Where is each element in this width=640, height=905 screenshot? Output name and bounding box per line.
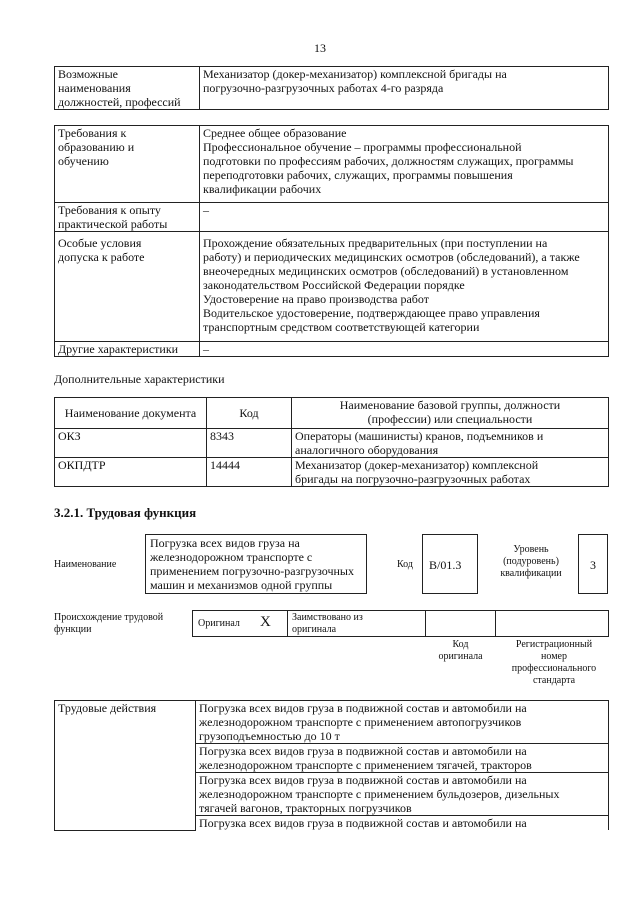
other-label: Другие характеристики — [55, 342, 200, 357]
conditions-line: Водительское удостоверение, подтверждающее право управления — [203, 306, 540, 320]
reg-number-line: номер — [541, 651, 567, 662]
function-name-label: Наименование — [54, 559, 117, 570]
experience-dash: – — [203, 203, 209, 217]
conditions-line: работу) и периодических медицинских осмотров (обследований), а также — [203, 250, 580, 264]
row-name-line: бригады на погрузочно-разгрузочных работах — [295, 472, 531, 486]
positions-value — [200, 67, 609, 110]
row-code: 8343 — [207, 429, 292, 458]
function-name-line: применением погрузочно-разгрузочных — [150, 564, 354, 578]
function-name-box — [145, 534, 367, 594]
education-line: квалификации рабочих — [203, 182, 322, 196]
classification-table — [54, 397, 609, 487]
positions-label-line: Возможные — [58, 67, 118, 81]
header-name — [292, 398, 609, 429]
conditions-line: Прохождение обязательных предварительных (при поступлении на — [203, 236, 548, 250]
code-original-line: оригинала — [438, 651, 483, 662]
action-line: железнодорожном транспорте с применением автопогрузчиков — [199, 715, 522, 729]
action-line: грузоподъемностью до 10 т — [199, 729, 340, 743]
code-original-label — [425, 639, 496, 663]
row-name — [292, 458, 609, 487]
experience-label — [55, 203, 200, 232]
actions-table — [54, 700, 609, 831]
conditions-line: транспортным средством соответствующей категории — [203, 320, 480, 334]
conditions-line: законодательством Российской Федерации порядке — [203, 278, 465, 292]
positions-value-line: погрузочно-разгрузочных работах 4-го разряда — [203, 81, 444, 95]
action-item — [196, 816, 609, 831]
action-item — [196, 773, 609, 816]
header-code: Код — [207, 398, 292, 429]
other-value: – — [200, 342, 609, 357]
positions-table — [54, 66, 609, 110]
conditions-label-line: допуска к работе — [58, 250, 145, 264]
page-number: 13 — [314, 41, 326, 55]
original-mark: X — [260, 614, 271, 630]
education-line: подготовки по профессиям рабочих, должностям служащих, программы — [203, 154, 574, 168]
header-name-line: Наименование базовой группы, должности — [339, 398, 561, 412]
action-line: Погрузка всех видов груза в подвижной состав и автомобили на — [199, 701, 527, 715]
action-item — [196, 744, 609, 773]
education-line: Среднее общее образование — [203, 126, 347, 140]
table-row — [55, 458, 609, 487]
education-line: Профессиональное обучение – программы профессиональной — [203, 140, 522, 154]
row-name-line: аналогичного оборудования — [295, 443, 439, 457]
experience-value — [200, 203, 609, 232]
positions-label-line: должностей, профессий — [58, 95, 181, 109]
reg-number-line: Регистрационный — [515, 639, 593, 650]
reg-number-label — [500, 639, 608, 687]
experience-label-line: практической работы — [58, 217, 168, 231]
level-label-line: квалификации — [500, 568, 562, 579]
row-name-line: Механизатор (докер-механизатор) комплексной — [295, 458, 539, 472]
education-label-line: Требования к — [58, 126, 127, 140]
action-line: Погрузка всех видов груза в подвижной состав и автомобили на — [199, 816, 527, 830]
row-name-line: Операторы (машинисты) кранов, подъемников и — [295, 429, 544, 443]
function-name-line: Погрузка всех видов груза на — [150, 536, 300, 550]
experience-label-line: Требования к опыту — [58, 203, 161, 217]
level-value: 3 — [578, 534, 608, 594]
education-label-line: обучению — [58, 154, 109, 168]
conditions-label-line: Особые условия — [58, 236, 142, 250]
borrowed-label-line: оригинала — [292, 624, 337, 635]
positions-value-line: Механизатор (докер-механизатор) комплексной бригады на — [203, 67, 507, 81]
row-doc: ОКПДТР — [55, 458, 207, 487]
original-label: Оригинал — [198, 618, 240, 629]
education-value — [200, 126, 609, 203]
code-value: B/01.3 — [422, 534, 478, 594]
header-name-line: (профессии) или специальности — [367, 412, 533, 426]
level-label-line: (подуровень) — [503, 556, 559, 567]
level-label — [486, 544, 576, 580]
action-line: железнодорожном транспорте с применением бульдозеров, дизельных — [199, 787, 560, 801]
origin-label — [54, 612, 163, 636]
conditions-value — [200, 232, 609, 342]
reg-number-line: профессионального — [511, 663, 597, 674]
borrowed-label-line: Заимствовано из — [292, 612, 363, 623]
positions-label — [55, 67, 200, 110]
level-label-line: Уровень — [513, 544, 549, 555]
education-label-line: образованию и — [58, 140, 135, 154]
conditions-line: Удостоверение на право производства работ — [203, 292, 429, 306]
action-line: Погрузка всех видов груза в подвижной состав и автомобили на — [199, 773, 527, 787]
action-line: тягачей вагонов, тракторных погрузчиков — [199, 801, 412, 815]
row-name — [292, 429, 609, 458]
action-line: железнодорожном транспорте с применением тягачей, тракторов — [199, 758, 532, 772]
header-doc: Наименование документа — [55, 398, 207, 429]
conditions-line: внеочередных медицинских осмотров (обследований) в установленном — [203, 264, 569, 278]
origin-label-line: функции — [54, 624, 92, 635]
additional-title: Дополнительные характеристики — [54, 372, 225, 386]
reg-number-line: стандарта — [532, 675, 576, 686]
code-label: Код — [397, 559, 413, 570]
table-row — [55, 701, 609, 744]
origin-label-line: Происхождение трудовой — [54, 612, 164, 623]
positions-label-line: наименования — [58, 81, 131, 95]
row-doc: ОКЗ — [55, 429, 207, 458]
function-name-line: машин и механизмов одной группы — [150, 578, 333, 592]
action-item — [196, 701, 609, 744]
requirements-table — [54, 125, 609, 357]
code-original-cell — [425, 610, 496, 637]
table-row — [55, 429, 609, 458]
conditions-label — [55, 232, 200, 342]
function-name-line: железнодорожном транспорте с — [150, 550, 313, 564]
education-line: переподготовки рабочих, служащих, программы повышения — [203, 168, 513, 182]
row-code: 14444 — [207, 458, 292, 487]
borrowed-label — [292, 612, 363, 636]
section-title: 3.2.1. Трудовая функция — [54, 505, 197, 520]
education-label — [55, 126, 200, 203]
action-line: Погрузка всех видов груза в подвижной состав и автомобили на — [199, 744, 527, 758]
code-original-line: Код — [452, 639, 469, 650]
actions-label: Трудовые действия — [55, 701, 196, 831]
